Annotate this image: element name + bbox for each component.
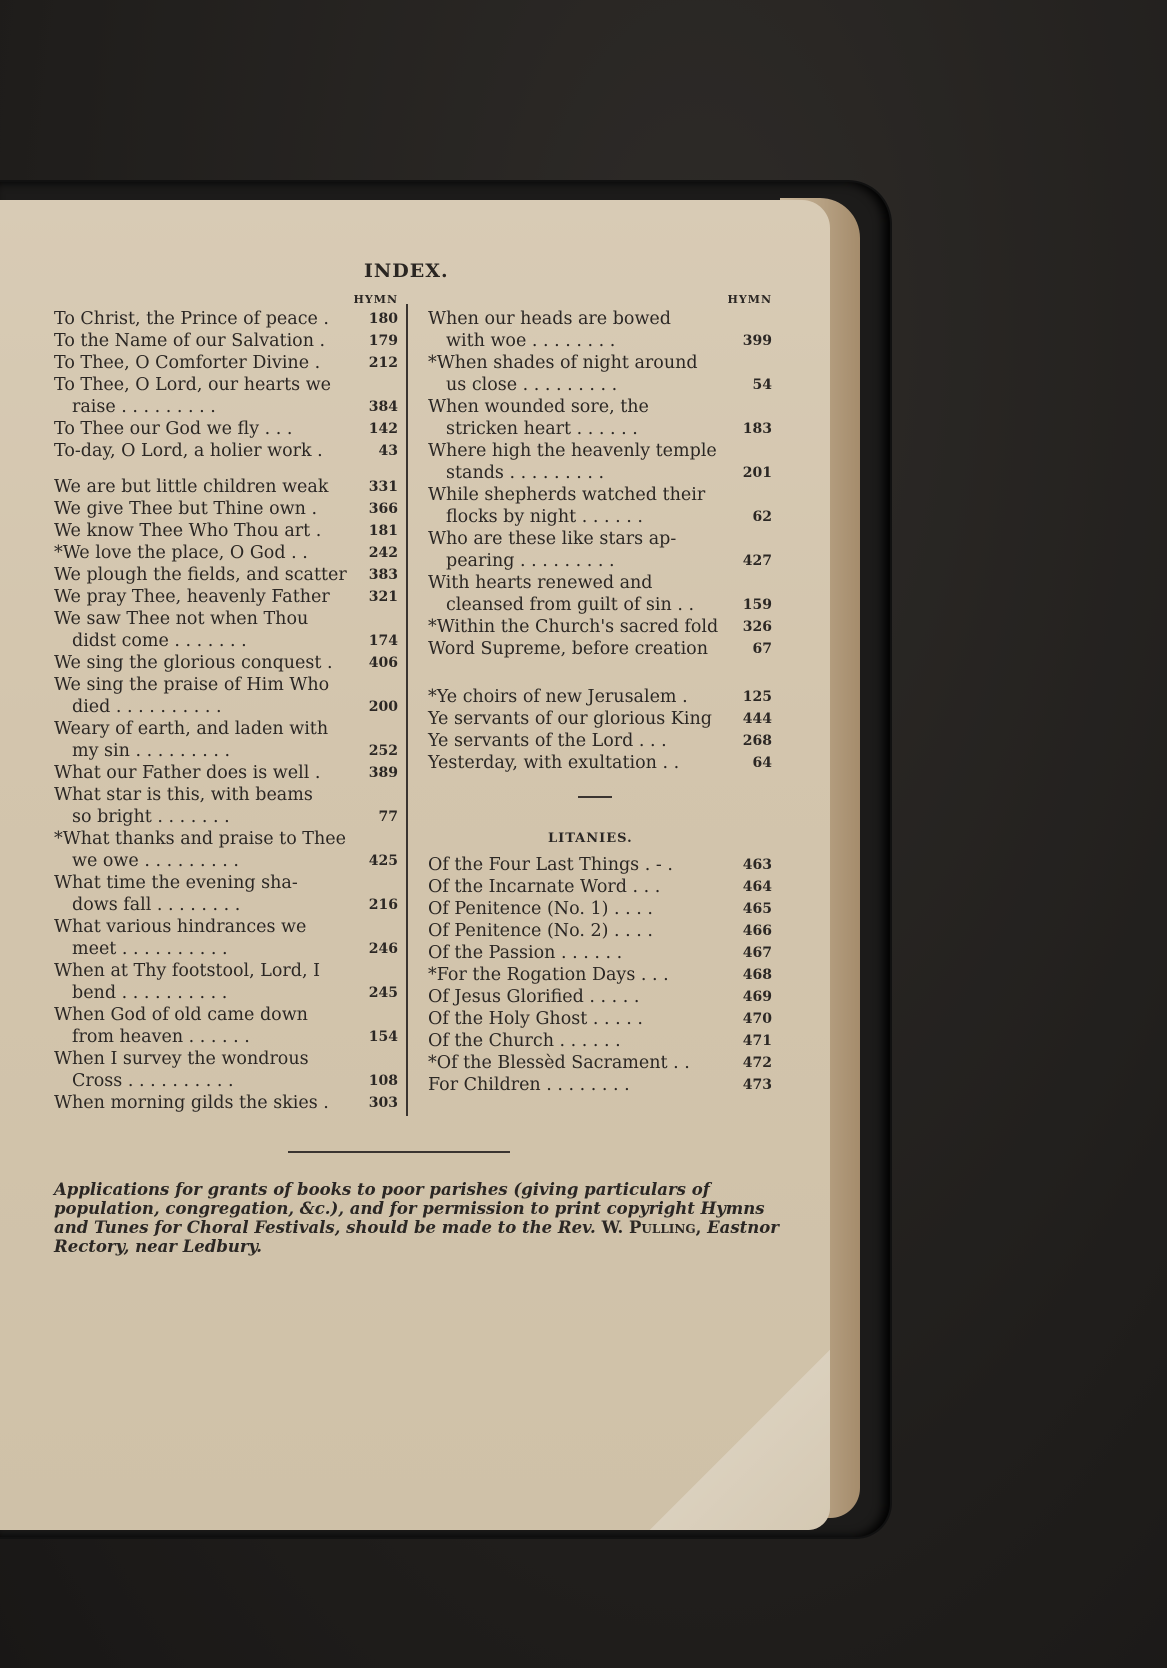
entry-line bbox=[54, 960, 398, 982]
index-entry bbox=[54, 418, 398, 440]
index-entry bbox=[428, 572, 772, 616]
spacer bbox=[54, 462, 398, 476]
hymn-number: 326 bbox=[742, 619, 772, 635]
footnote-text: Applications for grants of books to poor parishes (giving particulars of population, congregation, &c.), and for permission to print copyright Hymns and Tunes for Choral Festivals, should be made to the Rev. bbox=[54, 1180, 765, 1237]
entry-text: Of the Church . . . . . . bbox=[428, 1031, 621, 1051]
right-y-entry-list bbox=[428, 686, 772, 774]
entry-text: To Christ, the Prince of peace . bbox=[54, 309, 329, 329]
hymn-number: 181 bbox=[368, 523, 398, 539]
index-entry bbox=[54, 308, 398, 330]
entry-line bbox=[54, 938, 398, 960]
entry-text: Weary of earth, and laden with bbox=[54, 719, 329, 739]
hymn-number: 216 bbox=[368, 897, 398, 913]
entry-line bbox=[54, 630, 398, 652]
entry-line bbox=[428, 898, 772, 920]
index-entry bbox=[54, 586, 398, 608]
entry-line bbox=[54, 1048, 398, 1070]
entry-text: We know Thee Who Thou art . bbox=[54, 521, 322, 541]
hymn-number: 108 bbox=[368, 1073, 398, 1089]
entry-line bbox=[54, 542, 398, 564]
hymn-number: 183 bbox=[742, 421, 772, 437]
index-entry bbox=[428, 898, 772, 920]
entry-text: *Ye choirs of new Jerusalem . bbox=[428, 687, 688, 707]
hymn-number: 77 bbox=[378, 809, 398, 825]
hymn-number: 468 bbox=[742, 967, 772, 983]
entry-text: We plough the fields, and scatter bbox=[54, 565, 347, 585]
page-title: INDEX. bbox=[364, 260, 449, 282]
hymn-number: 201 bbox=[742, 465, 772, 481]
hymn-number: 180 bbox=[368, 311, 398, 327]
hymn-number: 366 bbox=[368, 501, 398, 517]
index-entry bbox=[428, 1052, 772, 1074]
right-column bbox=[428, 292, 772, 1096]
index-entry bbox=[54, 1004, 398, 1048]
hymn-number: 464 bbox=[742, 879, 772, 895]
entry-text: meet . . . . . . . . . . bbox=[72, 939, 228, 959]
entry-line bbox=[428, 396, 772, 418]
entry-line bbox=[54, 696, 398, 718]
entry-text: stricken heart . . . . . . bbox=[446, 419, 638, 439]
entry-text: bend . . . . . . . . . . bbox=[72, 983, 228, 1003]
index-entry bbox=[54, 916, 398, 960]
entry-text: Where high the heavenly temple bbox=[428, 441, 717, 461]
entry-text: Of the Incarnate Word . . . bbox=[428, 877, 661, 897]
entry-text: so bright . . . . . . . bbox=[72, 807, 230, 827]
entry-line bbox=[428, 506, 772, 528]
entry-line bbox=[54, 784, 398, 806]
entry-line bbox=[428, 1008, 772, 1030]
index-entry bbox=[428, 1030, 772, 1052]
index-entry bbox=[54, 374, 398, 418]
index-entry bbox=[54, 674, 398, 718]
entry-line bbox=[54, 828, 398, 850]
entry-line bbox=[428, 686, 772, 708]
index-entry bbox=[428, 752, 772, 774]
index-entry bbox=[54, 872, 398, 916]
hymn-number: 64 bbox=[752, 755, 772, 771]
entry-line bbox=[54, 916, 398, 938]
entry-text: What various hindrances we bbox=[54, 917, 307, 937]
entry-text: When our heads are bowed bbox=[428, 309, 671, 329]
hymn-number: 466 bbox=[742, 923, 772, 939]
entry-line bbox=[428, 572, 772, 594]
entry-text: We saw Thee not when Thou bbox=[54, 609, 309, 629]
index-entry bbox=[54, 330, 398, 352]
entry-line bbox=[428, 418, 772, 440]
hymn-number: 467 bbox=[742, 945, 772, 961]
page-fold-crease bbox=[500, 1290, 830, 1530]
entry-text: We sing the glorious conquest . bbox=[54, 653, 333, 673]
entry-line bbox=[428, 528, 772, 550]
hymn-number: 154 bbox=[368, 1029, 398, 1045]
hymn-number: 179 bbox=[368, 333, 398, 349]
index-entry bbox=[54, 476, 398, 498]
spacer bbox=[428, 660, 772, 686]
entry-text: dows fall . . . . . . . . bbox=[72, 895, 241, 915]
index-entry bbox=[428, 964, 772, 986]
entry-line bbox=[428, 1074, 772, 1096]
entry-text: We pray Thee, heavenly Father bbox=[54, 587, 330, 607]
index-entry bbox=[428, 440, 772, 484]
entry-line bbox=[54, 1004, 398, 1026]
entry-line bbox=[54, 476, 398, 498]
entry-line bbox=[54, 894, 398, 916]
entry-line bbox=[54, 374, 398, 396]
entry-line bbox=[428, 1030, 772, 1052]
index-entry bbox=[54, 542, 398, 564]
entry-text: *What thanks and praise to Thee bbox=[54, 829, 346, 849]
hymn-number: 399 bbox=[742, 333, 772, 349]
entry-text: Of the Four Last Things . - . bbox=[428, 855, 673, 875]
entry-line bbox=[428, 986, 772, 1008]
entry-text: Ye servants of our glorious King bbox=[428, 709, 712, 729]
entry-text: *Within the Church's sacred fold bbox=[428, 617, 719, 637]
entry-line bbox=[428, 308, 772, 330]
index-entry bbox=[54, 652, 398, 674]
entry-line bbox=[54, 440, 398, 462]
entry-text: Yesterday, with exultation . . bbox=[428, 753, 680, 773]
index-entry bbox=[428, 616, 772, 638]
entry-text: Who are these like stars ap- bbox=[428, 529, 677, 549]
entry-text: us close . . . . . . . . . bbox=[446, 375, 618, 395]
index-entry bbox=[54, 1092, 398, 1114]
entry-line bbox=[54, 520, 398, 542]
entry-text: from heaven . . . . . . bbox=[72, 1027, 250, 1047]
right-entry-list bbox=[428, 308, 772, 660]
entry-line bbox=[428, 1052, 772, 1074]
entry-line bbox=[428, 374, 772, 396]
entry-text: When I survey the wondrous bbox=[54, 1049, 309, 1069]
index-entry bbox=[54, 520, 398, 542]
index-entry bbox=[54, 762, 398, 784]
entry-line bbox=[54, 396, 398, 418]
footnote-name: W. Pulling, bbox=[601, 1218, 702, 1237]
left-entry-list bbox=[54, 308, 398, 1114]
entry-line bbox=[54, 1070, 398, 1092]
entry-text: stands . . . . . . . . . bbox=[446, 463, 605, 483]
entry-text: flocks by night . . . . . . bbox=[446, 507, 643, 527]
entry-line bbox=[54, 608, 398, 630]
entry-text: While shepherds watched their bbox=[428, 485, 706, 505]
entry-text: *We love the place, O God . . bbox=[54, 543, 308, 563]
index-entry bbox=[428, 708, 772, 730]
entry-text: When wounded sore, the bbox=[428, 397, 649, 417]
entry-line bbox=[428, 638, 772, 660]
entry-text: What our Father does is well . bbox=[54, 763, 321, 783]
index-entry bbox=[428, 396, 772, 440]
index-entry bbox=[428, 1008, 772, 1030]
hymn-number: 470 bbox=[742, 1011, 772, 1027]
entry-text: didst come . . . . . . . bbox=[72, 631, 247, 651]
entry-line bbox=[54, 352, 398, 374]
entry-line bbox=[54, 1092, 398, 1114]
entry-line bbox=[54, 498, 398, 520]
hymn-number: 406 bbox=[368, 655, 398, 671]
hymn-number: 43 bbox=[378, 443, 398, 459]
litany-list bbox=[428, 854, 772, 1096]
entry-line bbox=[428, 752, 772, 774]
entry-line bbox=[54, 308, 398, 330]
entry-line bbox=[428, 616, 772, 638]
index-entry bbox=[428, 854, 772, 876]
entry-text: Ye servants of the Lord . . . bbox=[428, 731, 667, 751]
index-entry bbox=[54, 498, 398, 520]
entry-line bbox=[428, 352, 772, 374]
hymn-number: 142 bbox=[368, 421, 398, 437]
entry-line bbox=[54, 762, 398, 784]
entry-line bbox=[428, 440, 772, 462]
hymn-number: 303 bbox=[368, 1095, 398, 1111]
entry-text: my sin . . . . . . . . . bbox=[72, 741, 231, 761]
entry-text: When morning gilds the skies . bbox=[54, 1093, 329, 1113]
hymn-number: 473 bbox=[742, 1077, 772, 1093]
index-entry bbox=[54, 440, 398, 462]
entry-line bbox=[54, 872, 398, 894]
index-entry bbox=[54, 564, 398, 586]
hymn-number: 62 bbox=[752, 509, 772, 525]
index-entry bbox=[428, 484, 772, 528]
hymn-number: 331 bbox=[368, 479, 398, 495]
entry-text: We give Thee but Thine own . bbox=[54, 499, 318, 519]
entry-text: with woe . . . . . . . . bbox=[446, 331, 616, 351]
hymn-number: 472 bbox=[742, 1055, 772, 1071]
entry-line bbox=[54, 586, 398, 608]
entry-line bbox=[428, 462, 772, 484]
left-column-header: HYMN bbox=[353, 293, 398, 306]
hymn-number: 242 bbox=[368, 545, 398, 561]
hymn-number: 389 bbox=[368, 765, 398, 781]
index-entry bbox=[428, 730, 772, 752]
entry-text: What time the evening sha- bbox=[54, 873, 298, 893]
entry-line bbox=[54, 740, 398, 762]
footnote bbox=[54, 1180, 784, 1256]
entry-text: Of the Holy Ghost . . . . . bbox=[428, 1009, 643, 1029]
index-entry bbox=[428, 986, 772, 1008]
entry-text: With hearts renewed and bbox=[428, 573, 653, 593]
index-entry bbox=[428, 308, 772, 352]
index-entry bbox=[54, 784, 398, 828]
index-entry bbox=[54, 1048, 398, 1092]
hymn-number: 383 bbox=[368, 567, 398, 583]
hymn-number: 471 bbox=[742, 1033, 772, 1049]
hymn-number: 245 bbox=[368, 985, 398, 1001]
index-entry bbox=[54, 608, 398, 652]
entry-line bbox=[54, 564, 398, 586]
entry-text: Of Jesus Glorified . . . . . bbox=[428, 987, 640, 1007]
hymn-number: 425 bbox=[368, 853, 398, 869]
section-dash bbox=[578, 796, 612, 798]
entry-text: Of Penitence (No. 1) . . . . bbox=[428, 899, 653, 919]
entry-text: We are but little children weak bbox=[54, 477, 329, 497]
entry-text: What star is this, with beams bbox=[54, 785, 313, 805]
entry-line bbox=[54, 806, 398, 828]
hymn-number: 54 bbox=[752, 377, 772, 393]
column-divider bbox=[406, 304, 408, 1116]
hymn-number: 427 bbox=[742, 553, 772, 569]
entry-line bbox=[54, 674, 398, 696]
hymn-number: 125 bbox=[742, 689, 772, 705]
litanies-heading: LITANIES. bbox=[548, 831, 633, 846]
index-entry bbox=[428, 638, 772, 660]
entry-line bbox=[428, 854, 772, 876]
entry-line bbox=[428, 594, 772, 616]
entry-text: Word Supreme, before creation bbox=[428, 639, 708, 659]
entry-line bbox=[54, 1026, 398, 1048]
index-entry bbox=[428, 352, 772, 396]
entry-line bbox=[428, 964, 772, 986]
entry-text: we owe . . . . . . . . . bbox=[72, 851, 239, 871]
entry-text: To Thee, O Lord, our hearts we bbox=[54, 375, 332, 395]
index-entry bbox=[428, 876, 772, 898]
entry-text: When God of old came down bbox=[54, 1005, 308, 1025]
hymn-number: 159 bbox=[742, 597, 772, 613]
index-entry bbox=[428, 920, 772, 942]
entry-line bbox=[54, 718, 398, 740]
entry-text: Of Penitence (No. 2) . . . . bbox=[428, 921, 653, 941]
hymn-number: 212 bbox=[368, 355, 398, 371]
entry-line bbox=[428, 730, 772, 752]
entry-text: To Thee our God we fly . . . bbox=[54, 419, 293, 439]
entry-text: *Of the Blessèd Sacrament . . bbox=[428, 1053, 690, 1073]
index-entry bbox=[428, 686, 772, 708]
entry-text: raise . . . . . . . . . bbox=[72, 397, 216, 417]
entry-text: *When shades of night around bbox=[428, 353, 698, 373]
entry-text: For Children . . . . . . . . bbox=[428, 1075, 630, 1095]
index-entry bbox=[54, 960, 398, 1004]
hymn-number: 321 bbox=[368, 589, 398, 605]
entry-line bbox=[428, 708, 772, 730]
entry-text: pearing . . . . . . . . . bbox=[446, 551, 615, 571]
entry-text: died . . . . . . . . . . bbox=[72, 697, 222, 717]
hymn-number: 174 bbox=[368, 633, 398, 649]
entry-line bbox=[54, 982, 398, 1004]
entry-text: To Thee, O Comforter Divine . bbox=[54, 353, 321, 373]
index-entry bbox=[54, 718, 398, 762]
hymn-number: 463 bbox=[742, 857, 772, 873]
hymn-number: 469 bbox=[742, 989, 772, 1005]
footnote-rule bbox=[288, 1151, 510, 1153]
entry-line bbox=[54, 418, 398, 440]
hymn-number: 200 bbox=[368, 699, 398, 715]
hymn-number: 246 bbox=[368, 941, 398, 957]
entry-text: To the Name of our Salvation . bbox=[54, 331, 326, 351]
hymn-number: 67 bbox=[752, 641, 772, 657]
entry-line bbox=[428, 920, 772, 942]
entry-line bbox=[428, 876, 772, 898]
index-entry bbox=[54, 352, 398, 374]
entry-text: Cross . . . . . . . . . . bbox=[72, 1071, 234, 1091]
index-entry bbox=[428, 942, 772, 964]
entry-line bbox=[428, 942, 772, 964]
entry-text: When at Thy footstool, Lord, I bbox=[54, 961, 321, 981]
footnote-address: Eastnor Rectory, near Ledbury. bbox=[54, 1218, 779, 1256]
entry-line bbox=[428, 484, 772, 506]
index-entry bbox=[428, 1074, 772, 1096]
entry-line bbox=[54, 330, 398, 352]
entry-text: *For the Rogation Days . . . bbox=[428, 965, 669, 985]
hymn-number: 465 bbox=[742, 901, 772, 917]
hymn-number: 384 bbox=[368, 399, 398, 415]
hymn-number: 268 bbox=[742, 733, 772, 749]
entry-line bbox=[428, 330, 772, 352]
right-column-header: HYMN bbox=[727, 293, 772, 306]
entry-line bbox=[428, 550, 772, 572]
index-entry bbox=[428, 528, 772, 572]
index-entry bbox=[54, 828, 398, 872]
entry-text: Of the Passion . . . . . . bbox=[428, 943, 623, 963]
entry-line bbox=[54, 850, 398, 872]
entry-line bbox=[54, 652, 398, 674]
entry-text: cleansed from guilt of sin . . bbox=[446, 595, 695, 615]
entry-text: We sing the praise of Him Who bbox=[54, 675, 330, 695]
left-column bbox=[54, 292, 398, 1114]
entry-text: To-day, O Lord, a holier work . bbox=[54, 441, 323, 461]
hymn-number: 252 bbox=[368, 743, 398, 759]
hymn-number: 444 bbox=[742, 711, 772, 727]
